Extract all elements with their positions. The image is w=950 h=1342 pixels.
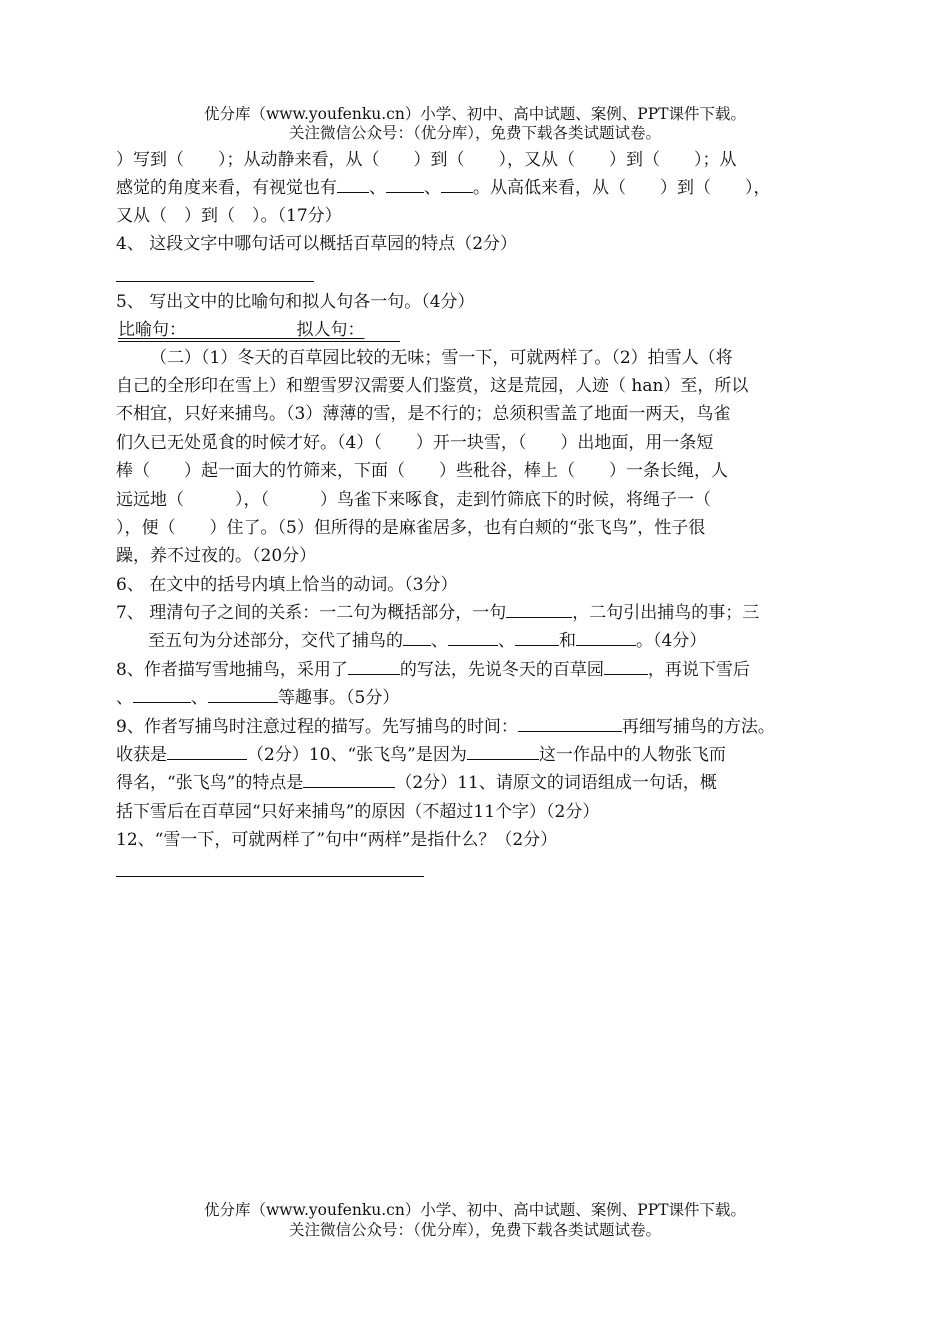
passage-line: 棒（ ）起一面大的竹筛来，下面（ ）些秕谷，棒上（ ）一条长绳，人 — [116, 461, 728, 481]
text-segment: 、 — [431, 631, 448, 651]
passage-line: 自己的全形印在雪上）和塑雪罗汉需要人们鉴赏，这是荒园，人迹（ han）至，所以 — [116, 376, 749, 396]
question-7-cont — [148, 627, 706, 655]
text-line-with-blanks — [116, 174, 771, 202]
question-11 — [116, 769, 717, 797]
text-segment: 。从高低来看，从（ ）到（ ）， — [473, 178, 771, 198]
text-segment: 的写法，先说冬天的百草园 — [399, 660, 604, 680]
text-segment: 感觉的角度来看，有视觉也有 — [116, 178, 337, 198]
answer-blank[interactable] — [448, 629, 498, 646]
question-4: 4、 这段文字中哪句话可以概括百草园的特点（2分） — [116, 234, 518, 254]
passage-line: 们久已无处觅食的时候才好。（4）（ ）开一块雪，（ ）出地面，用一条短 — [116, 433, 714, 453]
answer-blank[interactable] — [337, 176, 369, 193]
question-11-cont: 括下雪后在百草园“只好来捕鸟”的原因（不超过11个字）（2分） — [116, 802, 600, 822]
q5-answer-labels: 比喻句： 拟人句： — [118, 320, 365, 340]
text-segment: 9、作者写捕鸟时注意过程的描写。先写捕鸟的时间： — [116, 717, 518, 737]
page-footer-line2: 关注微信公众号：（优分库），免费下载各类试题试卷。 — [288, 1221, 661, 1239]
text-line: 又从（ ）到（ ）。（17分） — [116, 206, 342, 226]
text-segment: 、 — [191, 688, 208, 708]
text-segment: 7、 理清句子之间的关系：一二句为概括部分，一句 — [116, 603, 507, 623]
answer-blank[interactable] — [604, 658, 648, 675]
text-segment: 这一作品中的人物张飞而 — [538, 745, 726, 765]
question-8-cont — [116, 684, 399, 712]
text-segment: 、 — [424, 178, 441, 198]
answer-blank[interactable] — [303, 771, 395, 788]
page-footer-line1: 优分库（www.youfenku.cn）小学、初中、高中试题、案例、PPT课件下载。 — [203, 1201, 747, 1219]
text-segment: 至五句为分述部分，交代了捕鸟的 — [148, 631, 403, 651]
answer-blank[interactable] — [386, 176, 424, 193]
answer-blank[interactable] — [518, 715, 622, 732]
question-8 — [116, 656, 750, 684]
answer-blank[interactable] — [167, 743, 247, 760]
passage-line: 躁，养不过夜的。（20分） — [116, 546, 317, 566]
text-segment: （2分）11、请原文的词语组成一句话，概 — [395, 773, 717, 793]
answer-blank[interactable] — [348, 658, 400, 675]
question-7 — [116, 599, 759, 627]
question-6: 6、 在文中的括号内填上恰当的动词。（3分） — [116, 575, 458, 595]
page-header-line1: 优分库（www.youfenku.cn）小学、初中、高中试题、案例、PPT课件下载。 — [203, 105, 747, 123]
answer-line[interactable] — [118, 341, 400, 342]
text-segment: 、 — [369, 178, 386, 198]
passage-line: （二）（1）冬天的百草园比较的无味；雪一下，可就两样了。（2）拍雪人（将 — [150, 348, 733, 368]
answer-blank[interactable] — [208, 686, 278, 703]
answer-line[interactable] — [116, 281, 314, 282]
question-12: 12、“雪一下，可就两样了”句中“两样”是指什么？（2分） — [116, 830, 558, 850]
text-segment: ，再说下雪后 — [647, 660, 750, 680]
answer-blank[interactable] — [506, 601, 572, 618]
text-segment: 和 — [559, 631, 576, 651]
question-10 — [116, 741, 726, 769]
passage-line: ），便（ ）住了。（5）但所得的是麻雀居多，也有白颊的“张飞鸟”，性子很 — [116, 518, 706, 538]
answer-blank[interactable] — [441, 176, 473, 193]
page-header-line2: 关注微信公众号：（优分库），免费下载各类试题试卷。 — [288, 124, 661, 142]
text-segment: 得名，“张飞鸟”的特点是 — [116, 773, 304, 793]
answer-blank[interactable] — [133, 686, 191, 703]
passage-line: 不相宜，只好来捕鸟。（3）薄薄的雪，是不行的；总须积雪盖了地面一两天，鸟雀 — [116, 404, 731, 424]
text-segment: 、 — [116, 688, 133, 708]
question-9 — [116, 713, 775, 741]
answer-line[interactable] — [116, 876, 424, 877]
answer-blank[interactable] — [403, 629, 431, 646]
text-segment: 等趣事。（5分） — [278, 688, 400, 708]
answer-blank[interactable] — [515, 629, 559, 646]
text-segment: ，二句引出捕鸟的事；三 — [572, 603, 760, 623]
passage-line: 远远地（ ），（ ）鸟雀下来啄食，走到竹筛底下的时候，将绳子一（ — [116, 490, 711, 510]
text-segment: 。（4分） — [636, 631, 707, 651]
text-segment: 、 — [498, 631, 515, 651]
answer-blank[interactable] — [576, 629, 636, 646]
text-segment: 再细写捕鸟的方法。 — [621, 717, 775, 737]
text-line: ）写到（ ）；从动静来看，从（ ）到（ ），又从（ ）到（ ）；从 — [116, 150, 737, 170]
text-segment: 收获是 — [116, 745, 167, 765]
question-5: 5、 写出文中的比喻句和拟人句各一句。（4分） — [116, 292, 475, 312]
answer-blank[interactable] — [467, 743, 539, 760]
text-segment: 8、作者描写雪地捕鸟，采用了 — [116, 660, 348, 680]
text-segment: （2分）10、“张飞鸟”是因为 — [247, 745, 467, 765]
